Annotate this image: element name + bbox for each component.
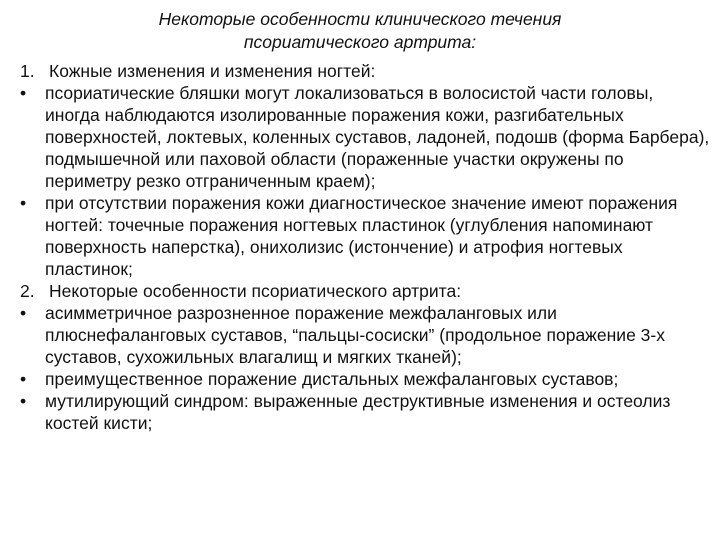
list-item-skin-changes <box>0 60 712 82</box>
bullet-icon: • <box>20 193 27 213</box>
list-item-text: Некоторые особенности псориатического артрита: <box>49 281 462 301</box>
list-item-plaques <box>0 82 712 192</box>
slide-title-line-1: Некоторые особенности клинического течения <box>158 9 562 29</box>
bullet-icon: • <box>20 369 27 389</box>
list-item-mutilating <box>0 390 712 434</box>
bullet-icon: • <box>20 391 27 411</box>
list-number: 1. <box>20 61 35 81</box>
list-item-arthritis-features <box>0 280 712 302</box>
list-item-text: мутилирующий синдром: выраженные деструктивные изменения и остеолиз костей кисти; <box>45 391 671 433</box>
list-item-text: преимущественное поражение дистальных межфаланговых суставов; <box>45 369 619 389</box>
bullet-icon: • <box>20 83 27 103</box>
list-item-asymmetric <box>0 302 712 368</box>
list-item-text: при отсутствии поражения кожи диагностическое значение имеют поражения ногтей: точечные поражения ногтевых пластинок (углубления напоминают поверхность наперстка), онихолизис (истончение) и атрофия ногтевых пластинок; <box>45 193 678 279</box>
content-list <box>0 60 712 434</box>
list-item-text: Кожные изменения и изменения ногтей: <box>49 61 376 81</box>
slide-title <box>20 8 700 54</box>
list-item-distal <box>0 368 712 390</box>
list-item-text: псориатические бляшки могут локализоваться в волосистой части головы, иногда наблюдаются изолированные поражения кожи, разгибательных поверхностей, локтевых, коленных суставов, ладоней, подошв (форма Барбера), подмышечной или паховой области (пораженные участки окружены по периметру резко отграниченным краем); <box>45 83 710 191</box>
list-item-nail-lesions <box>0 192 712 280</box>
bullet-icon: • <box>20 303 27 323</box>
list-item-text: асимметричное разрозненное поражение межфаланговых или плюснефаланговых суставов, “пальцы-сосиски” (продольное поражение 3-х суставов, сухожильных влагалищ и мягких тканей); <box>45 303 665 367</box>
slide-title-line-2: псориатического артрита: <box>243 32 477 52</box>
list-number: 2. <box>20 281 35 301</box>
